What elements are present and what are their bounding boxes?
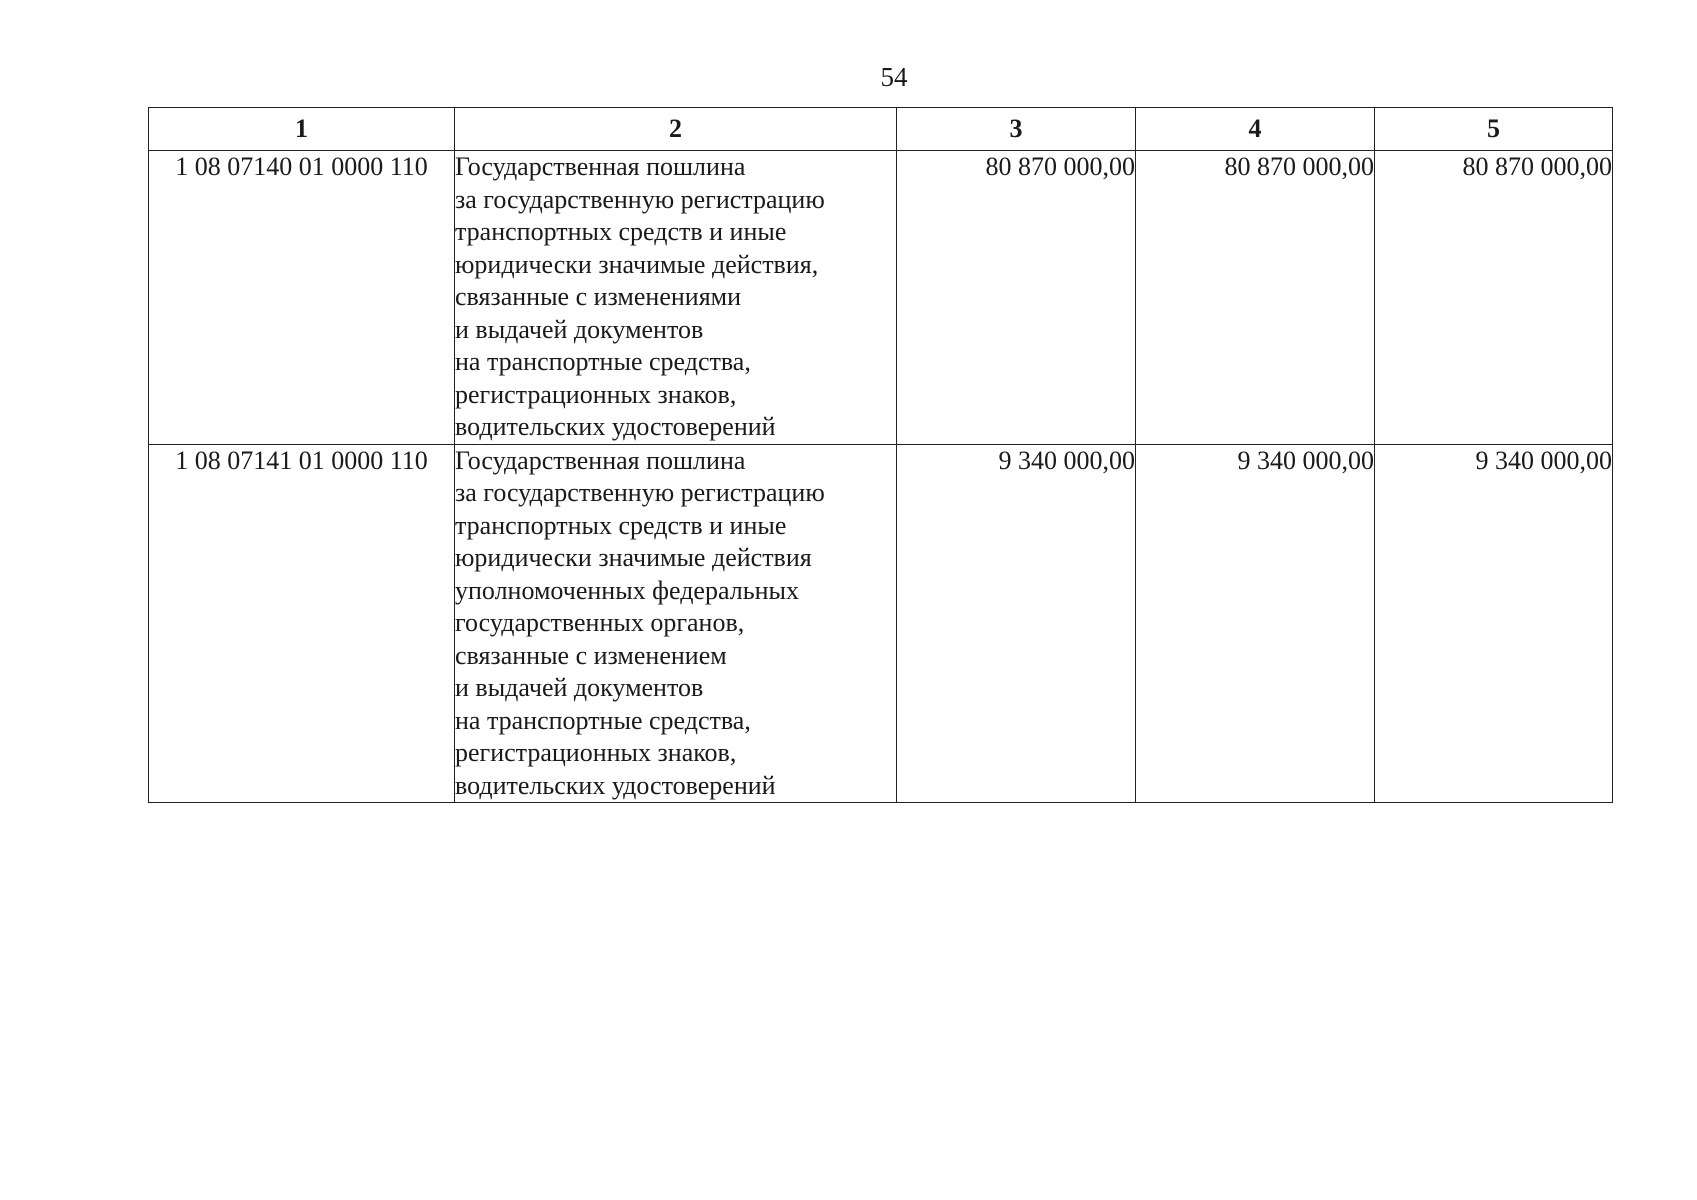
description-line: на транспортные средства, <box>455 705 751 735</box>
column-header-5: 5 <box>1375 108 1613 151</box>
description-line: юридически значимые действия <box>455 543 812 572</box>
description-line: регистрационных знаков, <box>455 379 737 409</box>
description-line: транспортных средств и иные <box>455 510 787 540</box>
page-number: 54 <box>880 62 908 92</box>
description-line: регистрационных знаков, <box>455 738 737 767</box>
column-header-2: 2 <box>455 108 897 151</box>
column-header-3: 3 <box>897 108 1136 151</box>
budget-table <box>148 107 1613 803</box>
description-line: за государственную регистрацию <box>455 478 825 507</box>
description-line: Государственная пошлина <box>455 445 746 475</box>
description-line: связанные с изменением <box>455 640 727 670</box>
column-header-1: 1 <box>149 108 455 151</box>
budget-code-cell: 1 08 07140 01 0000 110 <box>149 151 455 445</box>
description-line: на транспортные средства, <box>455 347 751 376</box>
column-header-4: 4 <box>1136 108 1375 151</box>
amount-cell-col3: 80 870 000,00 <box>897 151 1136 445</box>
amount-cell-col5: 80 870 000,00 <box>1375 151 1613 445</box>
table-row <box>149 151 1613 445</box>
description-line: и выдачей документов <box>455 314 704 344</box>
amount-cell-col3: 9 340 000,00 <box>897 444 1136 803</box>
table-row <box>149 444 1613 803</box>
amount-cell-col4: 80 870 000,00 <box>1136 151 1375 445</box>
amount-cell-col5: 9 340 000,00 <box>1375 444 1613 803</box>
description-cell <box>455 151 897 445</box>
description-line: и выдачей документов <box>455 673 704 702</box>
description-line: связанные с изменениями <box>455 282 742 311</box>
description-line: водительских удостоверений <box>455 412 776 441</box>
description-line: юридически значимые действия, <box>455 249 819 279</box>
table-header-row <box>149 108 1613 151</box>
description-line: транспортных средств и иные <box>455 217 787 246</box>
description-line: за государственную регистрацию <box>455 184 825 214</box>
description-cell <box>455 444 897 803</box>
description-line: государственных органов, <box>455 608 745 637</box>
budget-code-cell: 1 08 07141 01 0000 110 <box>149 444 455 803</box>
description-line: уполномоченных федеральных <box>455 575 799 605</box>
description-line: водительских удостоверений <box>455 770 776 800</box>
amount-cell-col4: 9 340 000,00 <box>1136 444 1375 803</box>
description-line: Государственная пошлина <box>455 152 746 181</box>
